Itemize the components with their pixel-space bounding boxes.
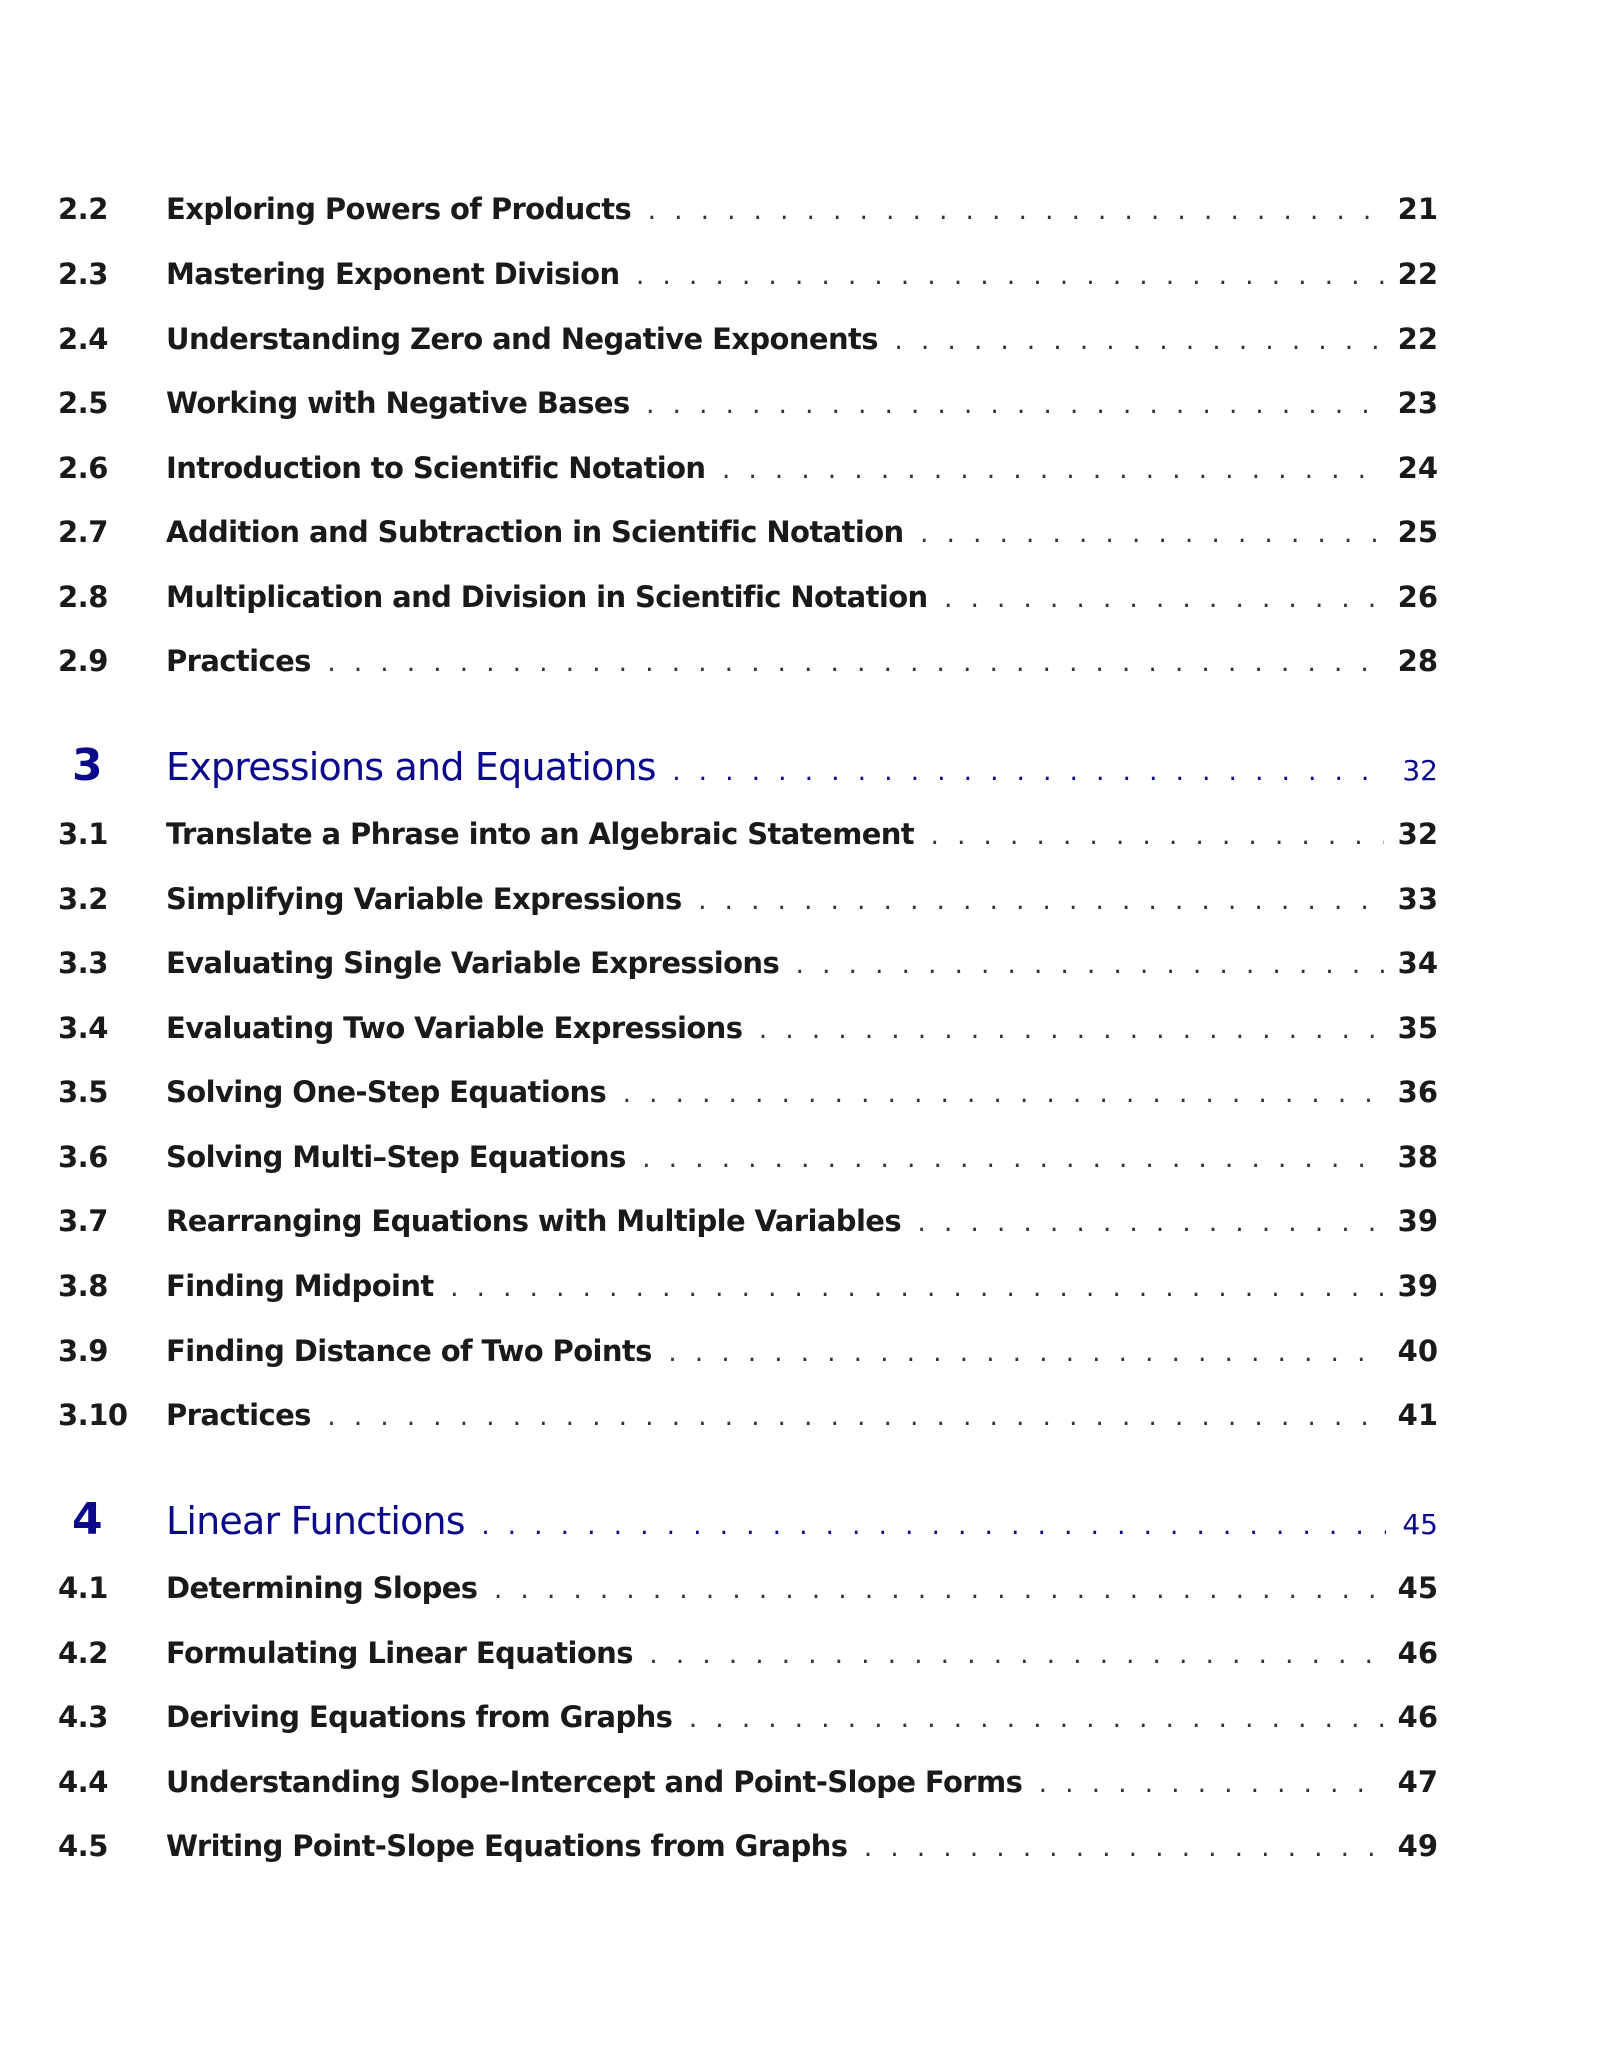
section-title: Formulating Linear Equations bbox=[166, 1636, 633, 1670]
dot-leader bbox=[793, 954, 1384, 979]
section-title: Finding Distance of Two Points bbox=[166, 1334, 652, 1368]
toc-entry-3-7[interactable] bbox=[58, 1204, 1438, 1254]
toc-entry-2-4[interactable] bbox=[58, 322, 1438, 372]
section-title: Introduction to Scientific Notation bbox=[166, 451, 706, 485]
section-title: Deriving Equations from Graphs bbox=[166, 1700, 673, 1734]
toc-entry-4-3[interactable] bbox=[58, 1700, 1438, 1750]
section-title: Finding Midpoint bbox=[166, 1269, 434, 1303]
section-number: 2.4 bbox=[58, 322, 108, 356]
page-number: 21 bbox=[1397, 192, 1438, 226]
dot-leader bbox=[620, 1083, 1383, 1108]
section-number: 4.3 bbox=[58, 1700, 108, 1734]
dot-leader bbox=[719, 459, 1383, 484]
section-number: 4.2 bbox=[58, 1636, 108, 1670]
dot-leader bbox=[448, 1277, 1384, 1302]
section-number: 3.8 bbox=[58, 1269, 108, 1303]
section-title: Addition and Subtraction in Scientific Notation bbox=[166, 515, 904, 549]
section-number: 4.1 bbox=[58, 1571, 108, 1605]
toc-entry-3-2[interactable] bbox=[58, 882, 1438, 932]
section-number: 4.4 bbox=[58, 1765, 108, 1799]
page-number: 24 bbox=[1397, 451, 1438, 485]
dot-leader bbox=[644, 394, 1384, 419]
section-title: Working with Negative Bases bbox=[166, 386, 630, 420]
toc-entry-3-9[interactable] bbox=[58, 1334, 1438, 1384]
dot-leader bbox=[640, 1148, 1384, 1173]
toc-entry-2-5[interactable] bbox=[58, 386, 1438, 436]
page-number: 32 bbox=[1402, 754, 1438, 787]
toc-chapter-4[interactable] bbox=[58, 1494, 1438, 1544]
toc-chapter-3[interactable] bbox=[58, 740, 1438, 790]
dot-leader bbox=[942, 588, 1384, 613]
toc-entry-3-1[interactable] bbox=[58, 817, 1438, 867]
toc-entry-2-9[interactable] bbox=[58, 644, 1438, 694]
page-number: 25 bbox=[1397, 515, 1438, 549]
section-title: Writing Point-Slope Equations from Graphs bbox=[166, 1829, 848, 1863]
dot-leader bbox=[647, 1644, 1384, 1669]
section-title: Mastering Exponent Division bbox=[166, 257, 620, 291]
dot-leader bbox=[479, 1515, 1386, 1540]
page-number: 32 bbox=[1397, 817, 1438, 851]
page-number: 34 bbox=[1397, 946, 1438, 980]
page-number: 35 bbox=[1397, 1011, 1438, 1045]
dot-leader bbox=[918, 523, 1384, 548]
section-title: Evaluating Single Variable Expressions bbox=[166, 946, 780, 980]
section-number: 2.9 bbox=[58, 644, 108, 678]
page-number: 39 bbox=[1397, 1204, 1438, 1238]
chapter-number: 3 bbox=[72, 740, 103, 791]
dot-leader bbox=[892, 330, 1384, 355]
page-number: 28 bbox=[1397, 644, 1438, 678]
dot-leader bbox=[686, 1708, 1383, 1733]
page-number: 40 bbox=[1397, 1334, 1438, 1368]
chapter-number: 4 bbox=[72, 1494, 103, 1545]
section-title: Practices bbox=[166, 1398, 311, 1432]
section-number: 3.10 bbox=[58, 1398, 128, 1432]
section-title: Solving One-Step Equations bbox=[166, 1075, 607, 1109]
chapter-title: Linear Functions bbox=[166, 1499, 465, 1543]
section-title: Rearranging Equations with Multiple Variables bbox=[166, 1204, 902, 1238]
section-title: Evaluating Two Variable Expressions bbox=[166, 1011, 743, 1045]
page-number: 47 bbox=[1397, 1765, 1438, 1799]
page-number: 26 bbox=[1397, 580, 1438, 614]
dot-leader bbox=[634, 265, 1384, 290]
section-number: 3.6 bbox=[58, 1140, 108, 1174]
section-number: 3.7 bbox=[58, 1204, 108, 1238]
section-number: 3.9 bbox=[58, 1334, 108, 1368]
toc-entry-2-6[interactable] bbox=[58, 451, 1438, 501]
dot-leader bbox=[670, 761, 1386, 786]
section-number: 2.5 bbox=[58, 386, 108, 420]
toc-entry-2-8[interactable] bbox=[58, 580, 1438, 630]
section-number: 3.2 bbox=[58, 882, 108, 916]
dot-leader bbox=[756, 1019, 1383, 1044]
toc-entry-4-2[interactable] bbox=[58, 1636, 1438, 1686]
toc-entry-4-4[interactable] bbox=[58, 1765, 1438, 1815]
section-title: Determining Slopes bbox=[166, 1571, 478, 1605]
page-number: 22 bbox=[1397, 257, 1438, 291]
chapter-title: Expressions and Equations bbox=[166, 745, 656, 789]
section-title: Solving Multi–Step Equations bbox=[166, 1140, 626, 1174]
toc-entry-2-7[interactable] bbox=[58, 515, 1438, 565]
dot-leader bbox=[915, 1212, 1384, 1237]
toc-entry-3-3[interactable] bbox=[58, 946, 1438, 996]
section-number: 3.3 bbox=[58, 946, 108, 980]
toc-entry-3-5[interactable] bbox=[58, 1075, 1438, 1125]
section-number: 2.3 bbox=[58, 257, 108, 291]
section-title: Multiplication and Division in Scientific Notation bbox=[166, 580, 928, 614]
section-number: 2.8 bbox=[58, 580, 108, 614]
section-title: Practices bbox=[166, 644, 311, 678]
toc-entry-3-10[interactable] bbox=[58, 1398, 1438, 1448]
section-title: Simplifying Variable Expressions bbox=[166, 882, 682, 916]
section-number: 4.5 bbox=[58, 1829, 108, 1863]
dot-leader bbox=[325, 652, 1384, 677]
page-number: 23 bbox=[1397, 386, 1438, 420]
toc-entry-3-4[interactable] bbox=[58, 1011, 1438, 1061]
toc-entry-2-2[interactable] bbox=[58, 192, 1438, 242]
dot-leader bbox=[325, 1406, 1384, 1431]
page-number: 46 bbox=[1397, 1636, 1438, 1670]
toc-entry-3-8[interactable] bbox=[58, 1269, 1438, 1319]
toc-entry-4-5[interactable] bbox=[58, 1829, 1438, 1879]
section-number: 2.2 bbox=[58, 192, 108, 226]
section-number: 2.7 bbox=[58, 515, 108, 549]
dot-leader bbox=[861, 1837, 1383, 1862]
section-number: 3.1 bbox=[58, 817, 108, 851]
section-title: Exploring Powers of Products bbox=[166, 192, 632, 226]
dot-leader bbox=[928, 825, 1384, 850]
dot-leader bbox=[696, 890, 1384, 915]
page-number: 45 bbox=[1402, 1508, 1438, 1541]
section-number: 2.6 bbox=[58, 451, 108, 485]
page-number: 36 bbox=[1397, 1075, 1438, 1109]
toc-entry-4-1[interactable] bbox=[58, 1571, 1438, 1621]
toc-entry-3-6[interactable] bbox=[58, 1140, 1438, 1190]
page-number: 45 bbox=[1397, 1571, 1438, 1605]
dot-leader bbox=[645, 200, 1383, 225]
page-number: 38 bbox=[1397, 1140, 1438, 1174]
page-number: 46 bbox=[1397, 1700, 1438, 1734]
dot-leader bbox=[666, 1342, 1384, 1367]
toc-entry-2-3[interactable] bbox=[58, 257, 1438, 307]
section-title: Understanding Zero and Negative Exponents bbox=[166, 322, 878, 356]
page-number: 33 bbox=[1397, 882, 1438, 916]
section-title: Understanding Slope-Intercept and Point-Slope Forms bbox=[166, 1765, 1023, 1799]
dot-leader bbox=[491, 1579, 1383, 1604]
page-number: 41 bbox=[1397, 1398, 1438, 1432]
dot-leader bbox=[1036, 1773, 1383, 1798]
page-number: 22 bbox=[1397, 322, 1438, 356]
section-number: 3.5 bbox=[58, 1075, 108, 1109]
page-number: 39 bbox=[1397, 1269, 1438, 1303]
section-title: Translate a Phrase into an Algebraic Statement bbox=[166, 817, 915, 851]
page-number: 49 bbox=[1397, 1829, 1438, 1863]
section-number: 3.4 bbox=[58, 1011, 108, 1045]
